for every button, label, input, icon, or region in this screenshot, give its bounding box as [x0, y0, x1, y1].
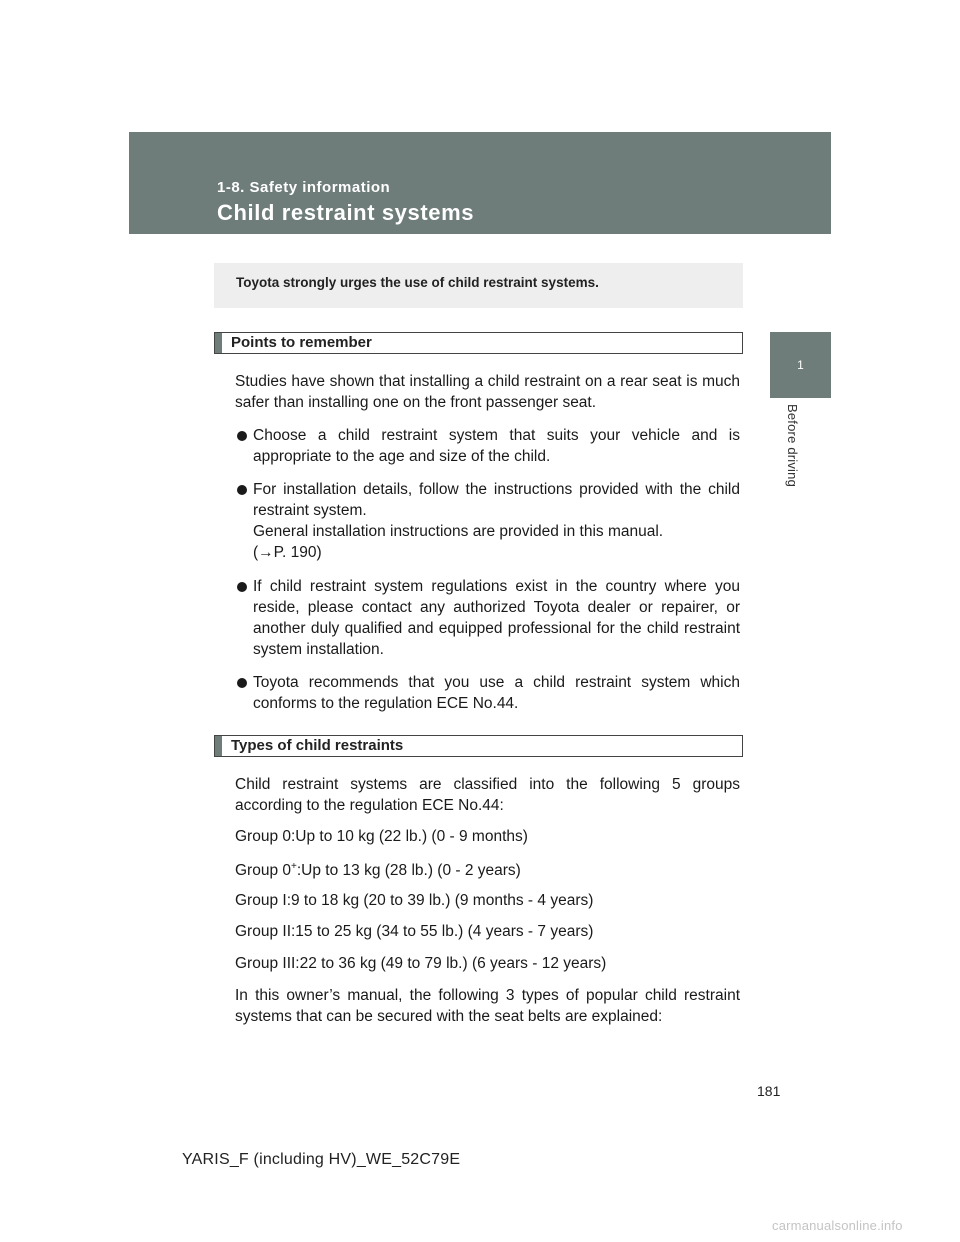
group-line: Group 0:Up to 10 kg (22 lb.) (0 - 9 months): [235, 828, 528, 845]
page-header: [129, 132, 831, 234]
bullet-subtext: General installation instructions are provided in this manual.: [253, 523, 664, 540]
bullet-item: [235, 425, 740, 467]
heading-marker: [215, 736, 222, 756]
chapter-tab: 1: [770, 332, 831, 398]
section-label: 1-8. Safety information: [217, 179, 391, 196]
bullet-text: Choose a child restraint system that suits your vehicle and is appropriate to the age and size of the child.: [253, 427, 740, 465]
bullet-item: [235, 576, 740, 660]
page-reference-link[interactable]: (→P. 190): [253, 544, 322, 561]
intro-box: [214, 263, 743, 308]
points-paragraph: Studies have shown that installing a child restraint on a rear seat is much safer than installing one on the front passenger seat.: [235, 373, 740, 411]
watermark: carmanualsonline.info: [772, 1218, 903, 1233]
closing-paragraph: In this owner’s manual, the following 3 types of popular child restraint systems that can be secured with the seat belts are explained:: [235, 987, 740, 1025]
group-line: Group II:15 to 25 kg (34 to 55 lb.) (4 years - 7 years): [235, 923, 594, 940]
bullet-dot-icon: [237, 431, 247, 441]
group-prefix: Group 0: [235, 862, 292, 880]
bullet-text: Toyota recommends that you use a child restraint system which conforms to the regulation ECE No.44.: [253, 674, 740, 712]
bullet-dot-icon: [237, 678, 247, 688]
bullet-dot-icon: [237, 582, 247, 592]
group-rest: :Up to 13 kg (28 lb.) (0 - 2 years): [296, 862, 521, 880]
page-number: 181: [757, 1083, 781, 1099]
bullet-text: If child restraint system regulations exist in the country where you reside, please contact any authorized Toyota dealer or repairer, or another duly qualified and equipped professional for the child restraint system installation.: [253, 578, 740, 658]
group-line: Group III:22 to 36 kg (49 to 79 lb.) (6 years - 12 years): [235, 955, 607, 972]
group-line: Group I:9 to 18 kg (20 to 39 lb.) (9 months - 4 years): [235, 892, 594, 909]
page-title: Child restraint systems: [217, 200, 475, 225]
points-heading-box: [214, 332, 743, 354]
types-heading-box: [214, 735, 743, 757]
group-line: [235, 856, 521, 881]
chapter-label: Before driving: [785, 404, 800, 488]
points-heading: Points to remember: [231, 334, 372, 351]
heading-marker: [215, 333, 222, 353]
bullet-dot-icon: [237, 485, 247, 495]
types-paragraph: Child restraint systems are classified into the following 5 groups according to the regulation ECE No.44:: [235, 776, 740, 814]
bullet-text: For installation details, follow the instructions provided with the child restraint system.: [253, 481, 740, 519]
intro-text: Toyota strongly urges the use of child restraint systems.: [236, 275, 599, 290]
types-heading: Types of child restraints: [231, 737, 404, 754]
group-superscript: +: [291, 861, 297, 872]
bullet-item: [235, 479, 740, 563]
bullet-item: [235, 672, 740, 714]
footer-code: YARIS_F (including HV)_WE_52C79E: [182, 1151, 461, 1168]
